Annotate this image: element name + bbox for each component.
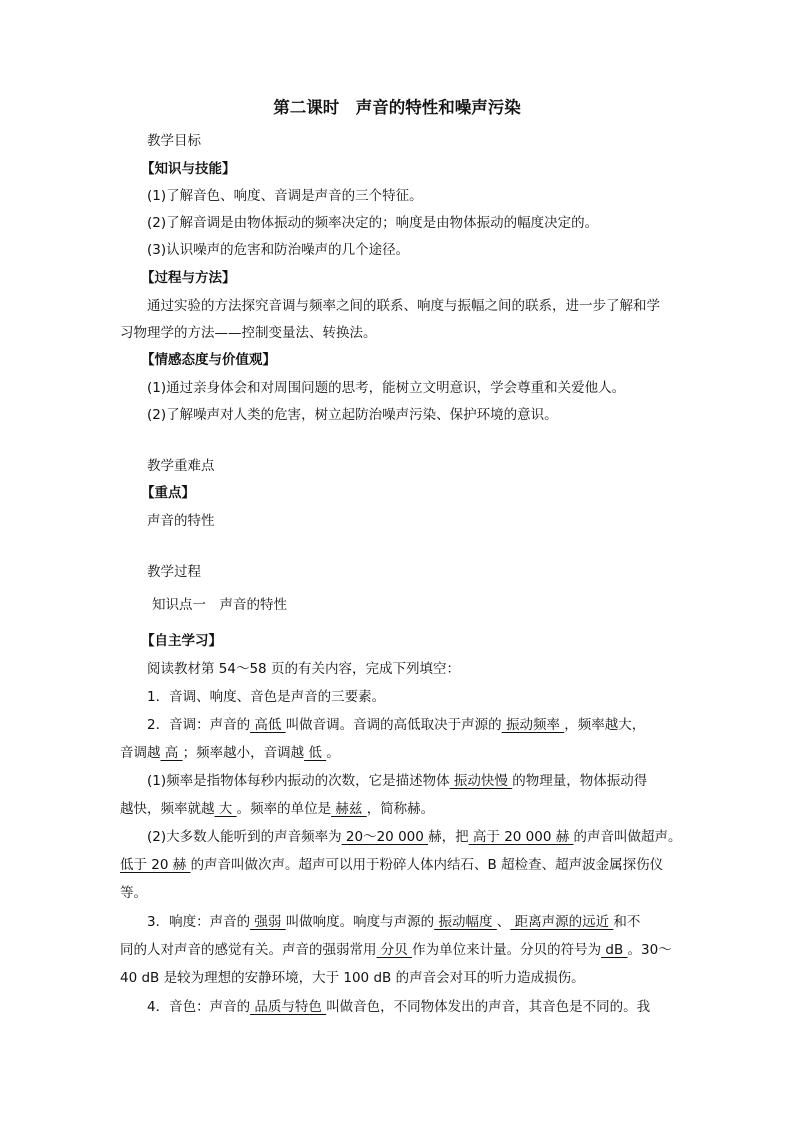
answer-blank: 低: [304, 745, 327, 761]
item-2-2-text-a: (2)大多数人能听到的声音频率为: [147, 829, 342, 845]
focus-text: 声音的特性: [147, 513, 215, 529]
item-2-2-text-b: 赫，把: [428, 829, 469, 845]
answer-blank: 20～20 000: [341, 829, 429, 845]
item-2-text-d: 音调越: [120, 745, 161, 761]
key-points-heading: 教学重难点: [147, 458, 215, 474]
answer-blank: 高低: [250, 717, 286, 733]
item-2-text-b: 叫做音调。音调的高低取决于声源的: [285, 717, 502, 733]
answer-blank: 大: [214, 801, 237, 817]
item-2-2-line-3: 等。: [120, 885, 147, 901]
item-3-text-a: 3．响度：声音的: [147, 914, 251, 930]
page-title: 第二课时 声音的特性和噪声污染: [273, 98, 521, 117]
answer-blank: 振动频率: [501, 717, 565, 733]
item-2-1-text-a: (1)频率是指物体每秒内振动的次数，它是描述物体: [147, 773, 450, 789]
answer-blank: 品质与特色: [250, 999, 327, 1015]
process-method-heading: 【过程与方法】: [141, 270, 236, 286]
answer-blank: 分贝: [376, 942, 413, 958]
self-study-heading: 【自主学习】: [141, 633, 222, 649]
item-3-text-e: 同的人对声音的感觉有关。声音的强弱常用: [120, 942, 377, 958]
process-method-line-2: 习物理学的方法——控制变量法、转换法。: [120, 325, 377, 341]
knowledge-item-3: (3)认识噪声的危害和防治噪声的几个途径。: [147, 242, 410, 258]
answer-blank: 强弱: [250, 914, 286, 930]
answer-blank: 高于 20 000 赫: [468, 829, 574, 845]
item-2-2-text-d: 的声音叫做次声。超声可以用于粉碎人体内结石、B 超检查、超声波金属探伤仪: [190, 857, 664, 873]
item-2-text-f: 。: [326, 745, 340, 761]
item-3-text-f: 作为单位来计量。分贝的符号为: [412, 942, 602, 958]
item-2-1-text-b: 的物理量，物体振动得: [512, 773, 648, 789]
reading-instruction: 阅读教材第 54～58 页的有关内容，完成下列填空：: [147, 661, 460, 677]
item-2-1-line-1: [147, 771, 647, 791]
knowledge-item-1: (1)了解音色、响度、音调是声音的三个特征。: [147, 188, 423, 204]
item-3-text-g: 。30～: [627, 942, 672, 958]
item-2-1-text-d: 。频率的单位是: [236, 801, 332, 817]
item-4-text-b: 叫做音色，不同物体发出的声音，其音色是不同的。我: [326, 999, 651, 1015]
answer-blank: 赫兹: [331, 801, 367, 817]
item-3-text-c: 、: [496, 914, 511, 930]
item-2-1-text-c: 越快，频率就越: [120, 801, 215, 817]
item-3-line-1: [147, 912, 640, 932]
item-2-text-e: ；频率越小，音调越: [182, 745, 305, 761]
attitude-heading: 【情感态度与价值观】: [141, 352, 276, 368]
answer-blank: 距离声源的远近: [510, 914, 614, 930]
answer-blank: 高: [160, 745, 183, 761]
item-1: 1．音调、响度、音色是声音的三要素。: [147, 689, 386, 705]
knowledge-heading: 【知识与技能】: [141, 161, 236, 177]
item-2-text-c: ，频率越大，: [564, 717, 646, 733]
item-2-2-line-2: [120, 855, 663, 875]
answer-blank: 振动幅度: [434, 914, 497, 930]
knowledge-point-title: 知识点一 声音的特性: [152, 597, 287, 613]
item-2-line-2: [120, 743, 340, 763]
item-2-1-text-e: ，简称赫。: [366, 801, 435, 817]
item-2-text-a: 2．音调：声音的: [147, 717, 251, 733]
teaching-process-heading: 教学过程: [147, 564, 201, 580]
item-3-line-2: [120, 940, 672, 960]
answer-blank: dB: [601, 942, 628, 958]
item-2-line-1: [147, 715, 645, 735]
attitude-item-1: (1)通过亲身体会和对周围问题的思考，能树立文明意识，学会尊重和关爱他人。: [147, 380, 626, 396]
item-3-text-d: 和不: [613, 914, 641, 930]
item-3-text-b: 叫做响度。响度与声源的: [285, 914, 435, 930]
item-2-2-line-1: [147, 827, 682, 847]
answer-blank: 低于 20 赫: [120, 857, 191, 873]
attitude-item-2: (2)了解噪声对人类的危害，树立起防治噪声污染、保护环境的意识。: [147, 407, 558, 423]
process-method-line-1: 通过实验的方法探究音调与频率之间的联系、响度与振幅之间的联系，进一步了解和学: [147, 298, 660, 314]
knowledge-item-2: (2)了解音调是由物体振动的频率决定的；响度是由物体振动的幅度决定的。: [147, 215, 599, 231]
item-3-line-3: 40 dB 是较为理想的安静环境，大于 100 dB 的声音会对耳的听力造成损伤。: [120, 970, 585, 986]
answer-blank: 振动快慢: [449, 773, 513, 789]
item-2-2-text-c: 的声音叫做超声。: [573, 829, 682, 845]
item-2-1-line-2: [120, 799, 434, 819]
item-4-line-1: [147, 997, 650, 1017]
objectives-heading: 教学目标: [147, 133, 201, 149]
focus-heading: 【重点】: [141, 485, 195, 501]
item-4-text-a: 4．音色：声音的: [147, 999, 251, 1015]
